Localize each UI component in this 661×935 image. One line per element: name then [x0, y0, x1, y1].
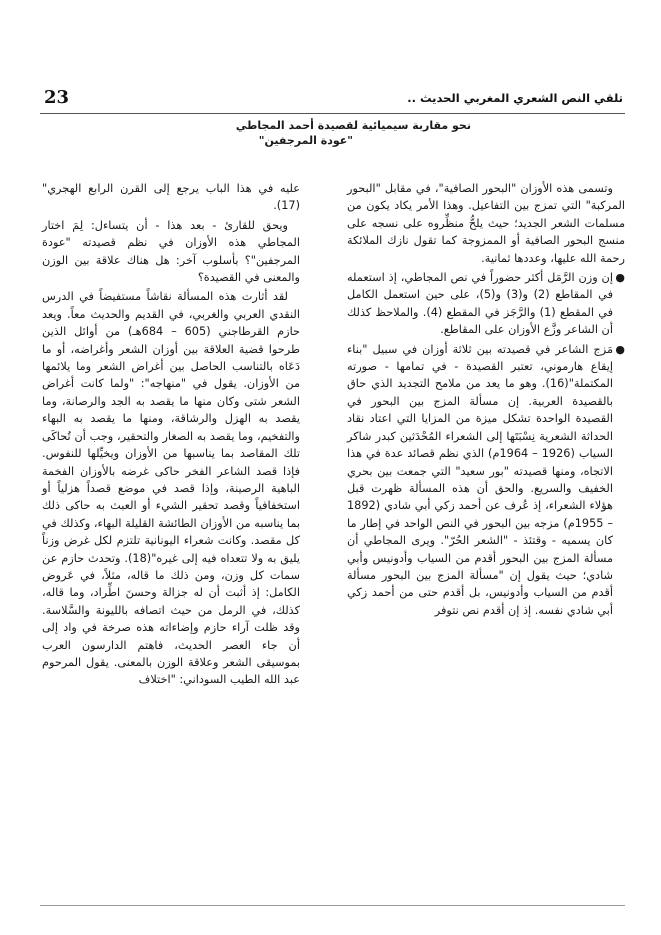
bullet-item-meter-mixing	[347, 341, 625, 620]
footer-divider	[40, 905, 625, 906]
page-number: 23	[44, 87, 70, 108]
left-intro-paragraph: عليه في هذا الباب يرجع إلى القرن الرابع الهجري"(17).	[42, 182, 300, 213]
running-title: تلقي النص الشعري المغربي الحديث ..	[407, 91, 623, 105]
right-intro-paragraph: وتسمى هذه الأوزان "البحور الصافية"، في مقابل "البحور المركبة" التي تمزج بين التفاعيل. وهذا الأمر يكاد يكون من مسلمات الشعر الجديد؛ حيث يلحُّ منظِّروه على نسجه على منسج البحور الصافية أو الممزوجة كما تقول نازك الملائكة رحمة الله عليها، وعددها ثمانية.	[347, 182, 625, 265]
right-text-column	[347, 180, 625, 619]
left-discussion-paragraph: لقد أثارت هذه المسألة نقاشاً مستفيضاً في الدرس النقدي العربي والغربي، في القديم والحديث معاً. ويعد حازم القرطاجني (605 – 684هـ) من أوائل الذين طرحوا قضية العلاقة بين أوزان الشعر وأغراضه، أو ما دَعَاه بالتناسب الحاصل بين أغراض الشعر وما يلائمها من الأوزان. يقول في "منهاجه": "ولما كانت أغراض الشعر شتى وكان منها ما يقصد به الجد والرصانة، وما يقصد به الهزل والرشاقة، ومنها ما يقصد به البهاء والتفخيم، وما يقصد به الصغار والتحقير، وجب أن تُحاكَى تلك المقاصد بما يناسبها من الأوزان ويخيِّلها للنفوس. فإذا قصد الشاعر الفخر حاكى غرضه بالأوزان الفخمة الباهية الرصينة، وإذا قصد في موضع قصداً هزلياً أو استخفافياً وقصد تحقير الشيء أو العبث به حاكى ذلك بما يناسبه من الأوزان الطائشة القليلة البهاء، وكذلك في كل مقصد. وكانت شعراء اليونانية تلتزم لكل غرض وزناً يليق به ولا تتعداه فيه إلى غيره"(18). وتحدث حازم عن سمات كل وزن، ومن ذلك ما قاله، مثلاً، في عَروض الكامل: إذ أثبت أن له جزالة وحسنَ اطِّراد، وما قاله، كذلك، في الرمل من حيث اتصافه بالليونة والسَّلاسة. وقد ظلت آراء حازم وإضاءاته هذه صرخة في واد إلى أن جاء العصر الحديث، فاهتم الدارسون العرب بموسيقى الشعر وعلاقة الوزن بالمعنى. يقول المرحوم عبد الله الطيب السوداني: "اختلاف	[42, 290, 300, 687]
bullet-item-rhythm	[347, 269, 625, 339]
bullet-icon: ●	[615, 342, 625, 356]
header-divider	[40, 113, 625, 114]
article-subtitle: نحو مقاربة سيميائية لقصيدة أحمد المجاطي	[235, 119, 471, 132]
bullet-text: مَزج الشاعر في قصيدته بين ثلاثة أوزان في سبيل "بناء إيقاع هارموني، تعتبر القصيدة - في تمامها - صورته المكتملة"(16). وهو ما يعد من ملامح التجديد الذي حاق بالقصيدة العربية. إن مسألة المزج بين البحور في القصيدة الواحدة تشكل ميزة من المزايا التي اعتاد نقاد الحداثة الشعرية نِسْبَتَها إلى الشعراء المُحْدَثين كبدر شاكر السياب (1926 – 1964م) الذي نظم قصائد عدة في هذا الاتجاه، ومنها قصيدته "بور سعيد" التي جمعت بين بحري الخفيف والسريع. والحق أن هذه المسألة ظهرت قبل هؤلاء الشعراء، إذ عُرف عن أحمد زكي أبي شادي (1892 – 1955م) مزجه بين البحور في النص الواحد في إطار ما كان يسميه - وقتئذ - "الشعر الحُرّ". ويرى المجاطي أن مسألة المزج بين البحور أقدم من السياب وأدونيس وأبي شادي؛ حيث يقول إن "مسألة المزج بين البحور مسألة أقدم من السياب وأدونيس، بل أقدم حتى من أحمد زكي أبي شادي نفسه. إذ إن أقدم نص نتوفر	[347, 342, 613, 617]
left-question-paragraph: ويحق للقارئ - بعد هذا - أن يتساءل: لِمَ اختار المجاطي هذه الأوزان في نظم قصيدته "عودة المرجفين"؟ بأسلوب آخر: هل هناك علاقة بين الوزن والمعنى في القصيدة؟	[42, 218, 300, 285]
left-text-column	[42, 180, 300, 691]
poem-title: "عودة المرجفين"	[258, 134, 353, 147]
bullet-icon: ●	[615, 271, 625, 285]
bullet-text: إن وزن الرَّمَل أكثر حضوراً في نص المجاطي، إذ استعمله في المقاطع (2) و(3) و(5)، على حين استعمل الكامل في المقطع (1) والرَّجَز في المقطع (4). والملاحظ كذلك أن الشاعر وزَّع الأوزان على المقاطع.	[347, 271, 614, 337]
